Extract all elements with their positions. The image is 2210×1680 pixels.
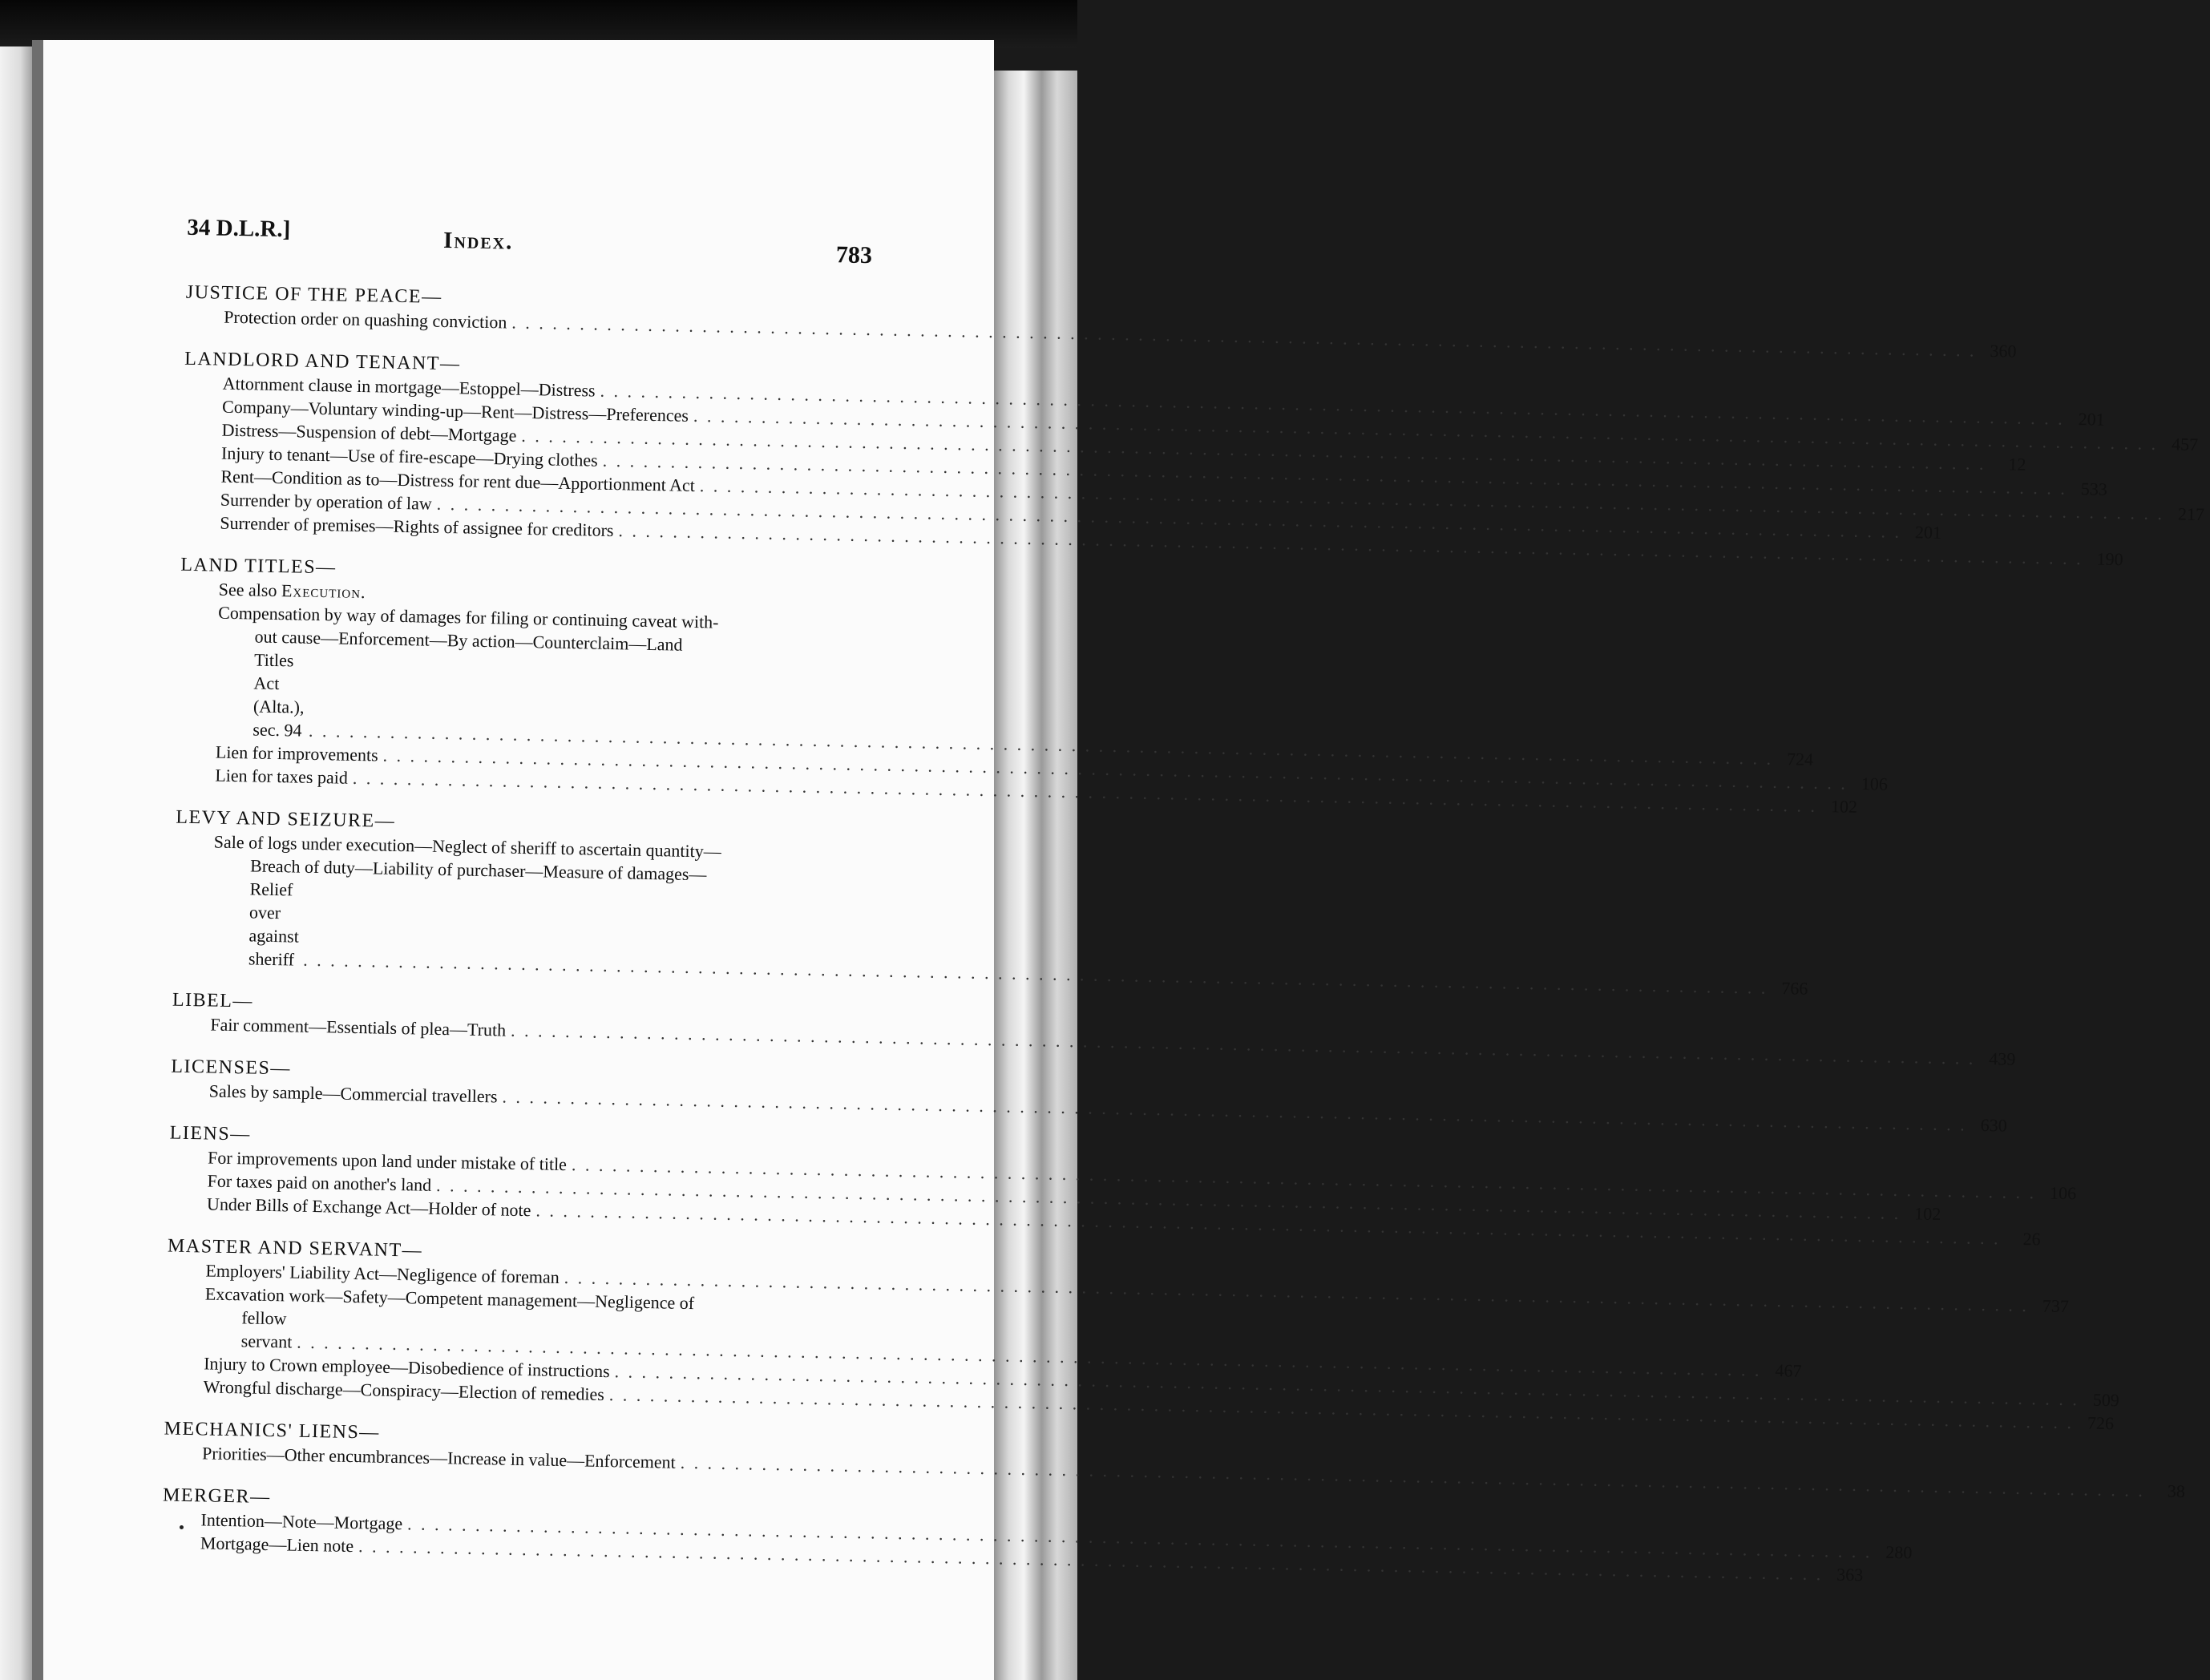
entry-text: For taxes paid on another's land (207, 1170, 432, 1195)
entry-body (212, 830, 1811, 1000)
entry-text: Distress—Suspension of debt—Mortgage (221, 419, 517, 446)
entry-page: 439 (1989, 1048, 2016, 1069)
entry-page: 106 (1861, 773, 1889, 794)
page-content (130, 204, 2205, 1585)
entry-text-line: Titles Act (Alta.), sec. 94 (253, 649, 305, 741)
section-levy-and-seizure (141, 805, 1808, 999)
entry-page: 102 (1830, 796, 1858, 817)
entry-text: Wrongful discharge—Conspiracy—Election of remedies (203, 1376, 605, 1405)
entry-text-line: Compensation by way of damages for filing or continuing caveat with- (218, 602, 719, 632)
facing-page-edge (0, 46, 34, 1680)
section-heading: LIENS— (169, 1122, 251, 1145)
entry-text-line: Breach of duty—Liability of purchaser—Measure of damages— (249, 855, 707, 885)
section-heading: JUSTICE OF THE PEACE— (185, 281, 442, 308)
entry-page: 766 (1781, 978, 1808, 999)
entry-text-line: Relief over against sheriff (248, 878, 300, 970)
section-heading: MASTER AND SERVANT— (167, 1235, 423, 1262)
entry-page: 12 (2008, 454, 2026, 475)
entry-page: 280 (1885, 1541, 1913, 1563)
index-entry-multiline (145, 600, 1814, 769)
entry-text: Fair comment—Essentials of plea—Truth (210, 1014, 507, 1040)
entry-page: 102 (1914, 1203, 1941, 1224)
entry-page: 457 (2171, 434, 2199, 454)
entry-page: 724 (1786, 749, 1814, 769)
see-also-target: Execution. (281, 580, 366, 603)
entry-text: Protection order on quashing conviction (224, 306, 507, 333)
entry-text: Lien for improvements (215, 741, 378, 765)
index-entry-multiline (141, 829, 1808, 999)
entry-page: 201 (1914, 522, 1942, 543)
entry-page: 26 (2022, 1228, 2041, 1250)
entry-page: 217 (2177, 503, 2205, 525)
entry-page: 630 (1980, 1114, 2007, 1136)
entry-text: Lien for taxes paid (215, 765, 349, 788)
dot-leader (502, 1085, 1967, 1137)
section-merger (130, 1483, 1913, 1585)
see-also-prefix: See also (218, 579, 277, 600)
entry-text: Sales by sample—Commercial travellers (208, 1080, 498, 1107)
entry-text: Under Bills of Exchange Act—Holder of note (206, 1193, 531, 1221)
section-heading: LAND TITLES— (180, 554, 337, 579)
entry-text: Surrender by operation of law (220, 489, 433, 514)
section-heading: LICENSES— (171, 1056, 292, 1080)
section-heading: LANDLORD AND TENANT— (184, 348, 461, 375)
entry-text: Mortgage—Lien note (200, 1533, 354, 1557)
entry-page: 726 (2087, 1412, 2115, 1434)
volume-reference: 34 D.L.R.] (187, 214, 291, 243)
entry-text: Injury to tenant—Use of fire-escape—Drying clothes (220, 442, 599, 470)
entry-text-line: out cause—Enforcement—By action—Counterclaim—Land (254, 626, 683, 655)
entry-text: Injury to Crown employee—Disobedience of instructions (204, 1353, 610, 1382)
entry-text: Company—Voluntary winding-up—Rent—Distress—Preferences (221, 396, 689, 426)
entry-page: 190 (2096, 548, 2123, 570)
entry-page: 737 (2042, 1295, 2070, 1317)
entry-text: Priorities—Other encumbrances—Increase in value—Enforcement (201, 1443, 676, 1472)
page-number: 783 (835, 241, 873, 269)
page-title: Index. (442, 227, 514, 255)
dot-leader (511, 1019, 1976, 1070)
entry-page: 360 (1990, 340, 2017, 361)
dot-leader (511, 311, 1977, 362)
entry-text: Attornment clause in mortgage—Estoppel—Distress (222, 373, 596, 401)
entry-text: Surrender of premises—Rights of assignee for creditors (220, 512, 614, 541)
entry-text-line: Excavation work—Safety—Competent management—Negligence of (204, 1283, 695, 1314)
dot-leader (680, 1451, 2145, 1502)
entry-page: 363 (1836, 1564, 1864, 1585)
section-justice-of-the-peace (153, 280, 2017, 361)
entry-page: 467 (1775, 1360, 1802, 1381)
section-heading: LEVY AND SEIZURE— (176, 806, 396, 832)
entry-page: 38 (2167, 1480, 2186, 1501)
index-page (32, 40, 2205, 1680)
entry-text: Rent—Condition as to—Distress for rent due—Apportionment Act (220, 466, 696, 495)
entry-text: Intention—Note—Mortgage (200, 1509, 403, 1534)
section-heading: MECHANICS' LIENS— (164, 1418, 381, 1444)
entry-text-line: Sale of logs under execution—Neglect of sheriff to ascertain quantity— (213, 831, 721, 862)
entry-text: Employers' Liability Act—Negligence of foreman (205, 1260, 560, 1287)
entry-page: 533 (2080, 479, 2108, 499)
section-heading: LIBEL— (172, 989, 254, 1012)
entry-text-line: fellow servant (240, 1307, 293, 1352)
running-header (155, 204, 873, 274)
section-land-titles (144, 552, 1889, 817)
section-heading: MERGER— (162, 1484, 271, 1508)
entry-text: For improvements upon land under mistake of title (207, 1147, 568, 1175)
stray-print-mark (180, 1525, 184, 1529)
entry-page: 201 (2078, 409, 2106, 430)
entry-page: 509 (2092, 1389, 2120, 1411)
entry-page: 106 (2049, 1182, 2077, 1204)
